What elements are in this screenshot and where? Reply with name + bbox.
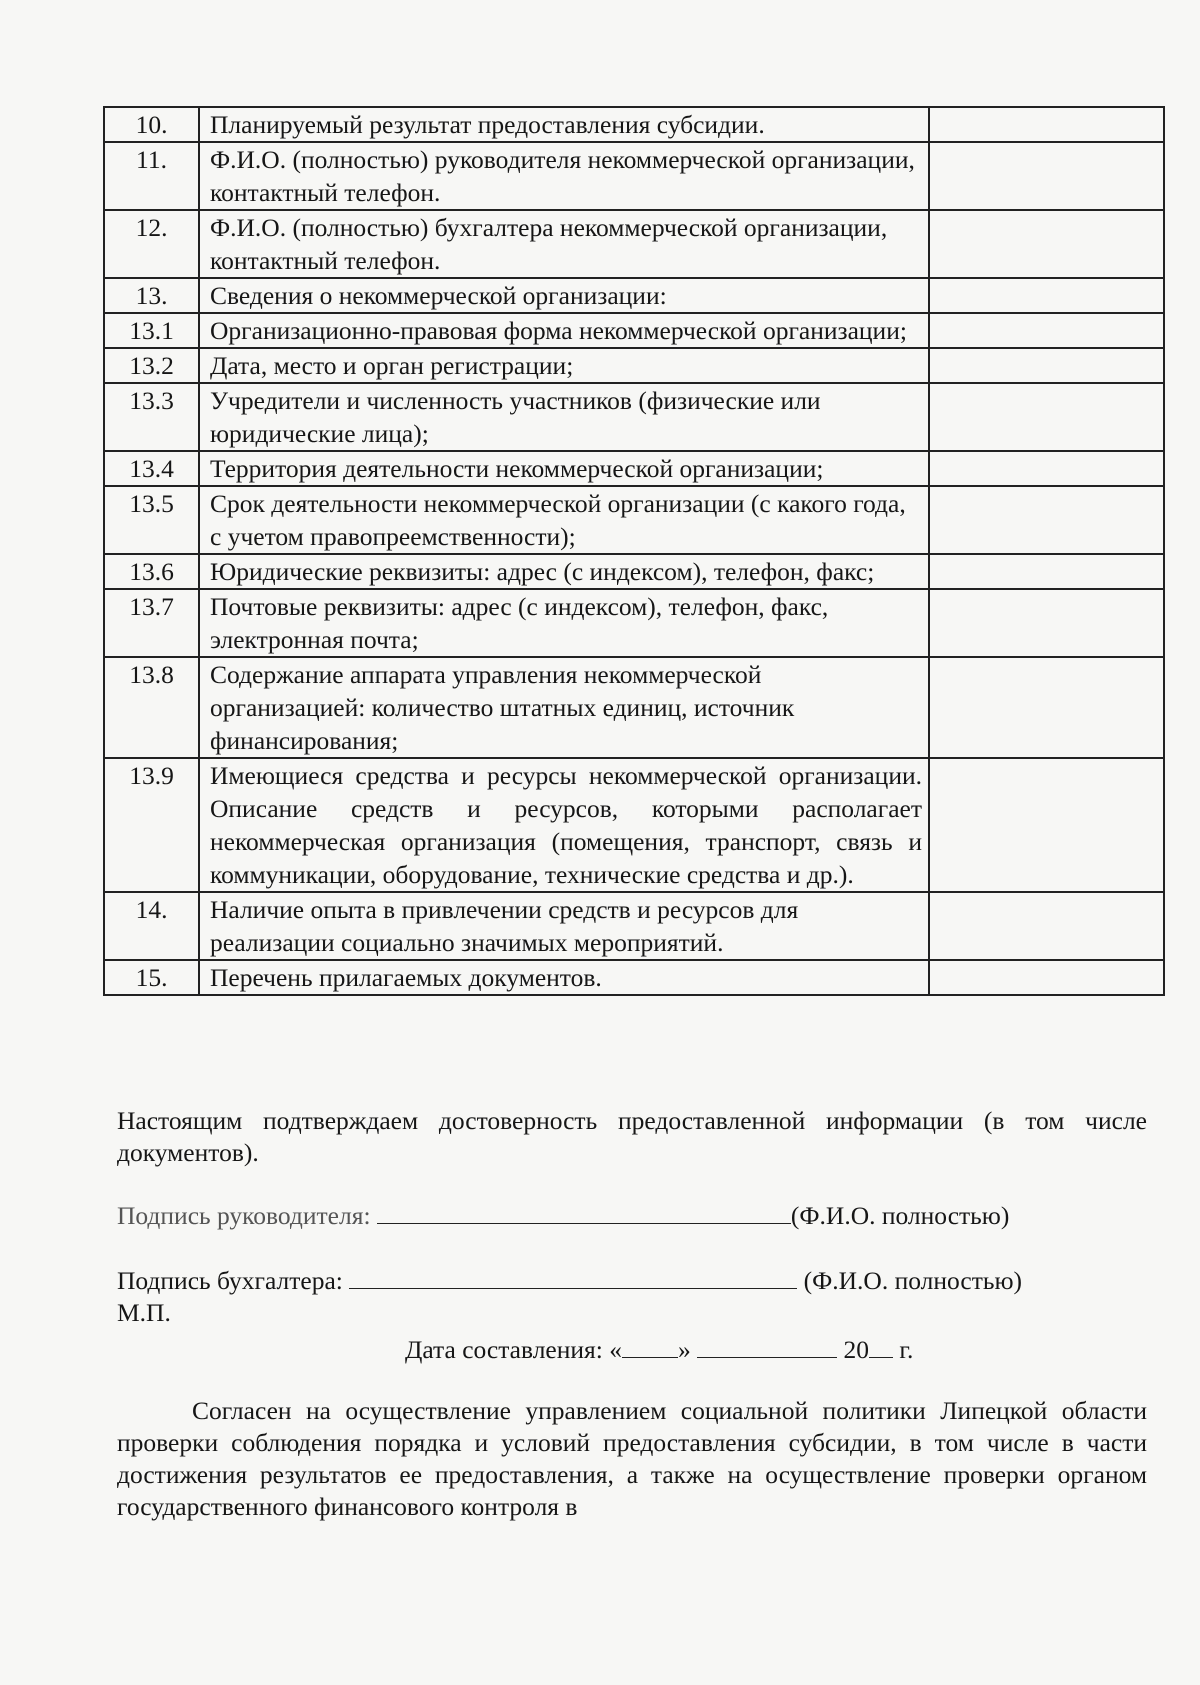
date-label: Дата составления: « <box>405 1335 622 1364</box>
accountant-signature-blank[interactable] <box>349 1266 797 1289</box>
table-row <box>104 107 1164 142</box>
table-row <box>104 451 1164 486</box>
date-month-blank[interactable] <box>697 1335 837 1358</box>
row-value-cell[interactable] <box>929 657 1164 758</box>
row-description: Дата, место и орган регистрации; <box>199 348 929 383</box>
row-value-cell[interactable] <box>929 313 1164 348</box>
row-number: 11. <box>104 142 199 210</box>
stamp-place: М.П. <box>117 1298 171 1327</box>
row-number: 13.7 <box>104 589 199 657</box>
row-number: 13.8 <box>104 657 199 758</box>
table-row <box>104 486 1164 554</box>
accountant-signature-label: Подпись бухгалтера: <box>117 1266 343 1295</box>
date-year-suffix: г. <box>899 1335 914 1364</box>
accountant-signature-hint: (Ф.И.О. полностью) <box>803 1266 1023 1295</box>
table-row <box>104 313 1164 348</box>
row-description: Содержание аппарата управления некоммерческой организацией: количество штатных единиц, источник финансирования; <box>199 657 929 758</box>
table-row <box>104 383 1164 451</box>
row-number: 13.6 <box>104 554 199 589</box>
row-value-cell[interactable] <box>929 486 1164 554</box>
row-description: Ф.И.О. (полностью) бухгалтера некоммерческой организации, контактный телефон. <box>199 210 929 278</box>
row-description: Почтовые реквизиты: адрес (с индексом), телефон, факс, электронная почта; <box>199 589 929 657</box>
table-row <box>104 278 1164 313</box>
row-number: 15. <box>104 960 199 995</box>
table-row <box>104 210 1164 278</box>
row-value-cell[interactable] <box>929 348 1164 383</box>
row-value-cell[interactable] <box>929 142 1164 210</box>
consent-paragraph: Согласен на осуществление управлением социальной политики Липецкой области проверки соблюдения порядка и условий предоставления субсидии, в том числе в части достижения результатов ее предоставления, а также на осуществление проверки органом государственного финансового контроля в <box>117 1396 1147 1521</box>
date-close-quote: » <box>677 1335 691 1364</box>
head-signature-label: Подпись руководителя: <box>117 1201 371 1230</box>
row-value-cell[interactable] <box>929 278 1164 313</box>
row-description: Имеющиеся средства и ресурсы некоммерческой организации. Описание средств и ресурсов, которыми располагает некоммерческая организация (помещения, транспорт, связь и коммуникации, оборудование, технические средства и др.). <box>199 758 929 892</box>
row-number: 13.3 <box>104 383 199 451</box>
table-row <box>104 348 1164 383</box>
table-row <box>104 960 1164 995</box>
table-row <box>104 142 1164 210</box>
head-signature-line <box>117 1200 1009 1232</box>
row-value-cell[interactable] <box>929 892 1164 960</box>
date-year-blank[interactable] <box>869 1335 893 1358</box>
row-value-cell[interactable] <box>929 589 1164 657</box>
table-row <box>104 892 1164 960</box>
row-number: 13.5 <box>104 486 199 554</box>
confirmation-statement: Настоящим подтверждаем достоверность предоставленной информации (в том числе документов). <box>117 1106 1147 1167</box>
row-description: Территория деятельности некоммерческой организации; <box>199 451 929 486</box>
row-number: 13.4 <box>104 451 199 486</box>
row-number: 13.9 <box>104 758 199 892</box>
row-description: Перечень прилагаемых документов. <box>199 960 929 995</box>
row-number: 13.1 <box>104 313 199 348</box>
row-number: 12. <box>104 210 199 278</box>
row-value-cell[interactable] <box>929 554 1164 589</box>
row-number: 13. <box>104 278 199 313</box>
row-value-cell[interactable] <box>929 383 1164 451</box>
table-row <box>104 657 1164 758</box>
head-signature-blank[interactable] <box>377 1201 791 1224</box>
row-number: 13.2 <box>104 348 199 383</box>
row-description: Наличие опыта в привлечении средств и ресурсов для реализации социально значимых мероприятий. <box>199 892 929 960</box>
row-description: Планируемый результат предоставления субсидии. <box>199 107 929 142</box>
row-value-cell[interactable] <box>929 758 1164 892</box>
row-value-cell[interactable] <box>929 960 1164 995</box>
accountant-signature-line <box>117 1265 1022 1297</box>
row-description: Срок деятельности некоммерческой организации (с какого года, с учетом правопреемственности); <box>199 486 929 554</box>
date-year-prefix: 20 <box>843 1335 869 1364</box>
application-form-table <box>103 106 1165 996</box>
row-description: Организационно-правовая форма некоммерческой организации; <box>199 313 929 348</box>
row-value-cell[interactable] <box>929 451 1164 486</box>
row-description: Сведения о некоммерческой организации: <box>199 278 929 313</box>
table-row <box>104 758 1164 892</box>
table-row <box>104 554 1164 589</box>
head-signature-hint: (Ф.И.О. полностью) <box>790 1201 1010 1230</box>
date-line <box>405 1334 913 1366</box>
row-value-cell[interactable] <box>929 107 1164 142</box>
row-description: Юридические реквизиты: адрес (с индексом), телефон, факс; <box>199 554 929 589</box>
row-value-cell[interactable] <box>929 210 1164 278</box>
row-description: Учредители и численность участников (физические или юридические лица); <box>199 383 929 451</box>
row-description: Ф.И.О. (полностью) руководителя некоммерческой организации, контактный телефон. <box>199 142 929 210</box>
date-day-blank[interactable] <box>622 1335 678 1358</box>
table-row <box>104 589 1164 657</box>
row-number: 14. <box>104 892 199 960</box>
row-number: 10. <box>104 107 199 142</box>
